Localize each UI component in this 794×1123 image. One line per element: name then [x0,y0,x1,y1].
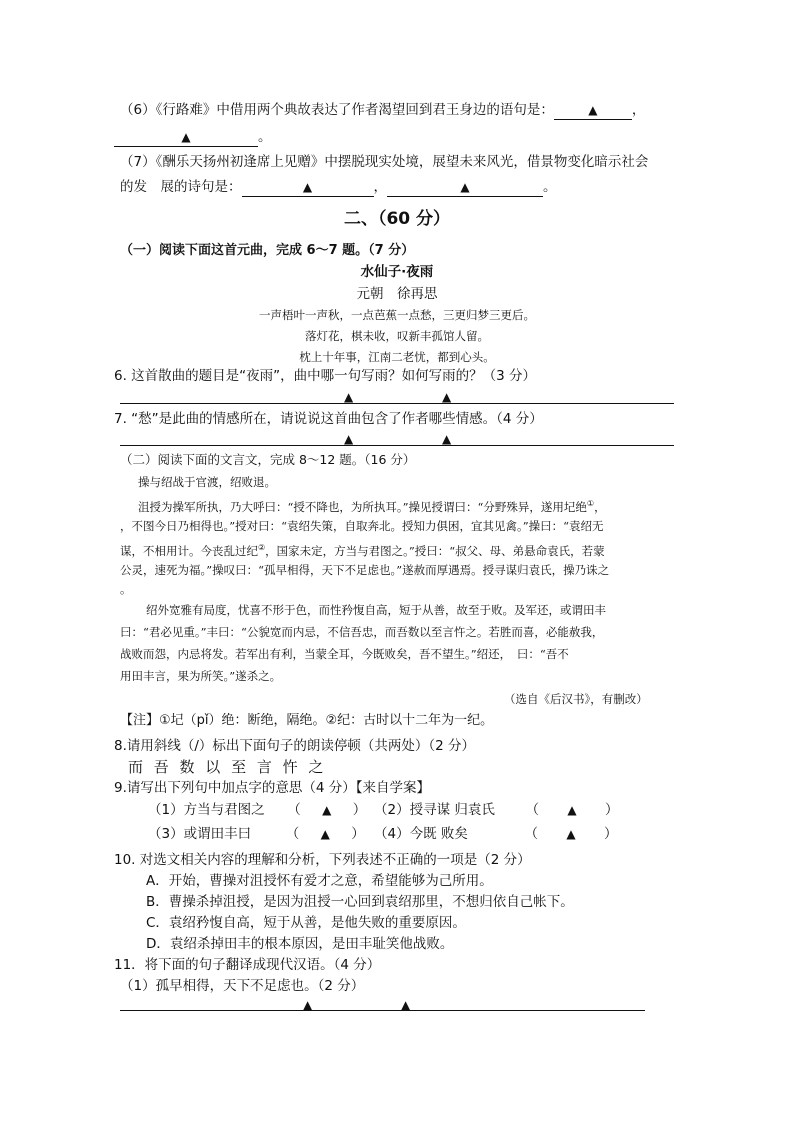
q11-sub-1: （1）孤早相得，天下不足虑也。（2 分） [120,978,365,994]
triangle-icon: ▲ [401,998,411,1012]
passage-end-comma: ， [594,499,606,514]
passage-line-4 [120,539,605,560]
q6-comma: ， [631,102,646,118]
q7-recite-line1: （7）《酬乐天扬州初逢席上见赠》中摆脱现实处境，展望未来风光，借景物变化暗示社会 [120,154,649,170]
q9-answer-slot-1[interactable] [301,801,353,819]
q6-end: 。 [258,129,272,145]
q9-item-1 [148,801,366,819]
q9-question: 9.请写出下列句中加点字的意思（4 分）【来自学案】 [114,780,431,796]
triangle-icon: ▲ [322,803,332,817]
q7-end: 。 [543,179,557,195]
passage-line-2 [138,495,606,516]
q6-answer-blank-2[interactable] [114,128,258,147]
q10-option-d[interactable]: D．袁绍杀掉田丰的根本原因，是田丰耻笑他战败。 [146,936,454,952]
poem-author: 元朝 徐再思 [356,286,438,302]
q9-item-label: （3）或谓田丰曰 [148,826,252,842]
q9-item-4 [374,825,617,843]
footnote-marker-1: ① [586,499,595,508]
q6-recite-text: （6）《行路难》中借用两个典故表达了作者渴望回到君王身边的语句是： [120,102,554,118]
q8-sentence[interactable]: 而 吾 数 以 至 言 忤 之 [128,758,327,776]
q7-answer-blank-2[interactable] [387,178,543,197]
annotation-note: 【注】①圮（pǐ）绝：断绝，隔绝。②纪：古时以十二年为一纪。 [120,713,494,728]
q6-answer-blank-1[interactable] [554,101,632,120]
footnote-marker-2: ② [258,543,266,552]
passage-text: 沮授为操军所执，乃大呼曰：“授不降也，为所执耳。”操见授谓曰：“分野殊异，遂用圮绝 [138,499,587,514]
q10-option-b[interactable]: B．曹操杀掉沮授，是因为沮授一心回到袁绍那里，不想归依自己帐下。 [146,894,574,910]
q9-answer-slot-3[interactable] [299,825,351,843]
poem-line-3: 枕上十年事，江南二老忧，都到心头。 [299,350,495,364]
passage-line-7: 绍外宽雅有局度，忧喜不形于色，而性矜愎自高，短于从善，故至于败。及军还，或谓田丰 [146,603,606,617]
triangle-icon: ▲ [460,180,470,194]
poem-line-2: 落灯花，棋未收，叹新丰孤馆人留。 [305,329,489,343]
q7-answer-line[interactable] [120,445,674,446]
q11-question: 11．将下面的句子翻译成现代汉语。（4 分） [114,957,381,973]
triangle-icon: ▲ [303,998,313,1012]
part2-heading: （二）阅读下面的文言文，完成 8～12 题。（16 分） [120,452,416,467]
q9-item-label: （2）授寻谋 归袁氏 [374,802,495,818]
paren-close: ） [603,826,618,842]
q6-recite-line2 [114,128,272,147]
paren-open: （ [287,802,301,818]
paren-close: ） [351,826,365,842]
triangle-icon: ▲ [302,180,313,194]
part1-heading: （一）阅读下面这首元曲，完成 6～7 题。（7 分） [120,243,415,258]
paren-close: ） [352,802,367,818]
q6-recite-line [120,101,645,120]
poem-line-1: 一声梧叶一声秋，一点芭蕉一点愁，三更归梦三更后。 [259,308,535,322]
q9-answer-slot-4[interactable] [538,825,604,843]
q9-answer-slot-2[interactable] [539,801,605,819]
passage-line-3: ，不图今日乃相得也。”授对曰：“袁绍失策，自取奔北。授知力俱困，宜其见禽。”操曰：“袁绍无 [120,519,604,533]
triangle-icon: ▲ [442,432,452,446]
passage-line-1: 操与绍战于官渡，绍败退。 [138,475,276,489]
q10-question: 10. 对选文相关内容的理解和分析，下列表述不正确的一项是（2 分） [114,852,531,868]
q9-item-2 [374,801,618,819]
triangle-icon: ▲ [344,432,354,446]
q7-recite-prefix: 的发 展的诗句是： [120,179,242,195]
paren-open: （ [285,826,300,842]
q9-item-3 [148,825,365,843]
passage-line-5: 公灵，速死为福。”操叹曰：“孤早相得，天下不足虑也。”遂赦而厚遇焉。授寻谋归袁氏，操乃诛之 [120,563,610,577]
passage-text: 谋，不相用计。今丧乱过纪 [120,543,258,558]
passage-line-10: 用田丰言，果为所笑。”遂杀之。 [120,669,282,683]
triangle-icon: ▲ [320,827,330,841]
q7-recite-line2 [120,178,557,197]
passage-line-9: 战败而怨，内忌将发。若军出有利，当蒙全耳，今既败矣，吾不望生。”绍还， 曰：“吾不 [120,647,569,661]
q7-answer-blank-1[interactable] [242,178,374,197]
triangle-icon: ▲ [181,130,191,144]
q7-comma: ， [373,179,387,195]
paren-open: （ [525,802,539,818]
q9-item-label: （1）方当与君图之 [148,802,265,818]
passage-source: （选自《后汉书》，有删改） [504,692,648,706]
triangle-icon: ▲ [588,103,598,117]
triangle-icon: ▲ [566,827,576,841]
paren-open: （ [524,826,538,842]
passage-line-8: 曰：“君必见重。”丰曰：“公貌宽而内忌，不信吾忠，而吾数以至言忤之。若胜而喜，必能赦我， [120,625,604,639]
q6-answer-line[interactable] [120,403,674,404]
paren-close: ） [604,802,619,818]
triangle-icon: ▲ [567,803,577,817]
q7-question: 7. “愁”是此曲的情感所在，请说说这首曲包含了作者哪些情感。（4 分） [114,411,543,427]
poem-title: 水仙子·夜雨 [360,264,434,280]
q10-option-a[interactable]: A．开始，曹操对沮授怀有爱才之意，希望能够为己所用。 [146,873,493,889]
passage-line-6: 。 [120,582,132,596]
q9-item-label: （4）今既 败矣 [374,826,468,842]
q11-answer-line[interactable] [120,1010,645,1011]
q6-question: 6. 这首散曲的题目是“夜雨”，曲中哪一句写雨？如何写雨的？（3 分） [114,368,537,384]
section-title: 二、（60 分） [343,209,451,229]
triangle-icon: ▲ [442,390,452,404]
triangle-icon: ▲ [344,390,354,404]
q8-question: 8.请用斜线（/）标出下面句子的朗读停顿（共两处）（2 分） [114,738,476,754]
passage-text: ，国家未定，方当与君图之。”授曰：“叔父、母、弟悬命袁氏，若蒙 [265,543,605,558]
q10-option-c[interactable]: C．袁绍矜愎自高，短于从善，是他失败的重要原因。 [146,915,466,931]
